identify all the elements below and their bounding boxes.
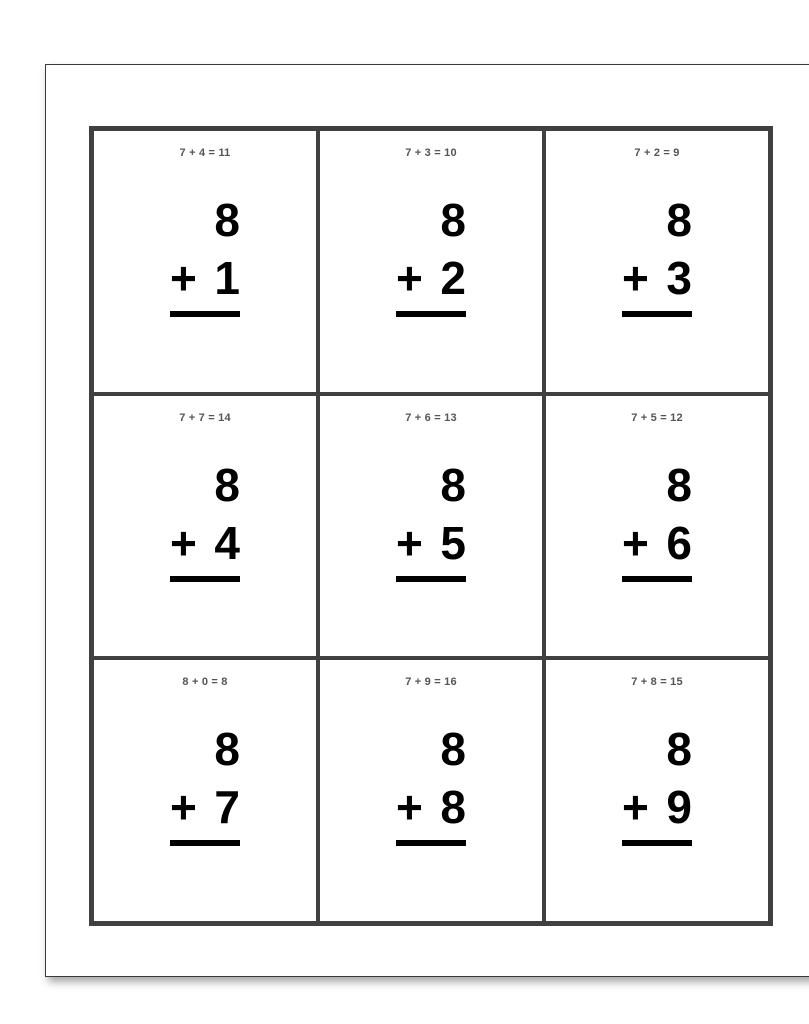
bottom-row — [170, 249, 240, 317]
flashcard — [546, 396, 768, 657]
bottom-row — [396, 514, 466, 582]
addition-problem — [396, 456, 466, 582]
card-hint: 8 + 0 = 8 — [182, 676, 228, 689]
addition-problem — [170, 456, 240, 582]
top-number: 8 — [440, 458, 466, 511]
addition-problem — [622, 191, 692, 317]
bottom-number: 8 — [440, 781, 466, 834]
flashcard — [320, 131, 542, 392]
bottom-number: 7 — [214, 781, 240, 834]
plus-sign: + — [170, 252, 197, 304]
top-number: 8 — [666, 723, 692, 776]
flashcard — [94, 131, 316, 392]
bottom-row — [170, 514, 240, 582]
card-hint: 7 + 2 = 9 — [634, 147, 680, 159]
bottom-number: 9 — [666, 781, 692, 834]
card-hint: 7 + 7 = 14 — [179, 411, 231, 424]
card-hint: 7 + 4 = 11 — [179, 147, 231, 159]
plus-sign: + — [622, 252, 649, 304]
top-number: 8 — [214, 194, 240, 246]
plus-sign: + — [396, 252, 423, 304]
top-number: 8 — [666, 458, 692, 511]
plus-sign: + — [396, 516, 423, 569]
card-hint: 7 + 3 = 10 — [405, 147, 457, 159]
plus-sign: + — [622, 781, 649, 834]
bottom-row — [396, 778, 466, 846]
bottom-row — [170, 778, 240, 846]
bottom-row — [622, 778, 692, 846]
top-number: 8 — [440, 194, 466, 246]
flashcard-grid — [89, 126, 773, 926]
addition-problem — [396, 720, 466, 846]
top-number: 8 — [440, 723, 466, 776]
plus-sign: + — [396, 781, 423, 834]
bottom-row — [622, 514, 692, 582]
flashcard — [320, 396, 542, 657]
flashcard — [94, 660, 316, 921]
flashcard — [546, 660, 768, 921]
addition-problem — [170, 720, 240, 846]
bottom-number: 2 — [440, 252, 466, 304]
addition-problem — [622, 456, 692, 582]
plus-sign: + — [622, 516, 649, 569]
addition-problem — [396, 191, 466, 317]
top-number: 8 — [666, 194, 692, 246]
bottom-number: 6 — [666, 516, 692, 569]
bottom-number: 5 — [440, 516, 466, 569]
bottom-number: 3 — [666, 252, 692, 304]
top-number: 8 — [214, 723, 240, 776]
bottom-row — [396, 249, 466, 317]
card-hint: 7 + 9 = 16 — [405, 676, 457, 689]
bottom-number: 4 — [214, 516, 240, 569]
plus-sign: + — [170, 516, 197, 569]
plus-sign: + — [170, 781, 197, 834]
bottom-row — [622, 249, 692, 317]
card-hint: 7 + 5 = 12 — [631, 411, 683, 424]
bottom-number: 1 — [214, 252, 240, 304]
flashcard — [94, 396, 316, 657]
addition-problem — [170, 191, 240, 317]
card-hint: 7 + 6 = 13 — [405, 411, 457, 424]
top-number: 8 — [214, 458, 240, 511]
card-hint: 7 + 8 = 15 — [631, 676, 683, 689]
addition-problem — [622, 720, 692, 846]
flashcard — [546, 131, 768, 392]
flashcard — [320, 660, 542, 921]
